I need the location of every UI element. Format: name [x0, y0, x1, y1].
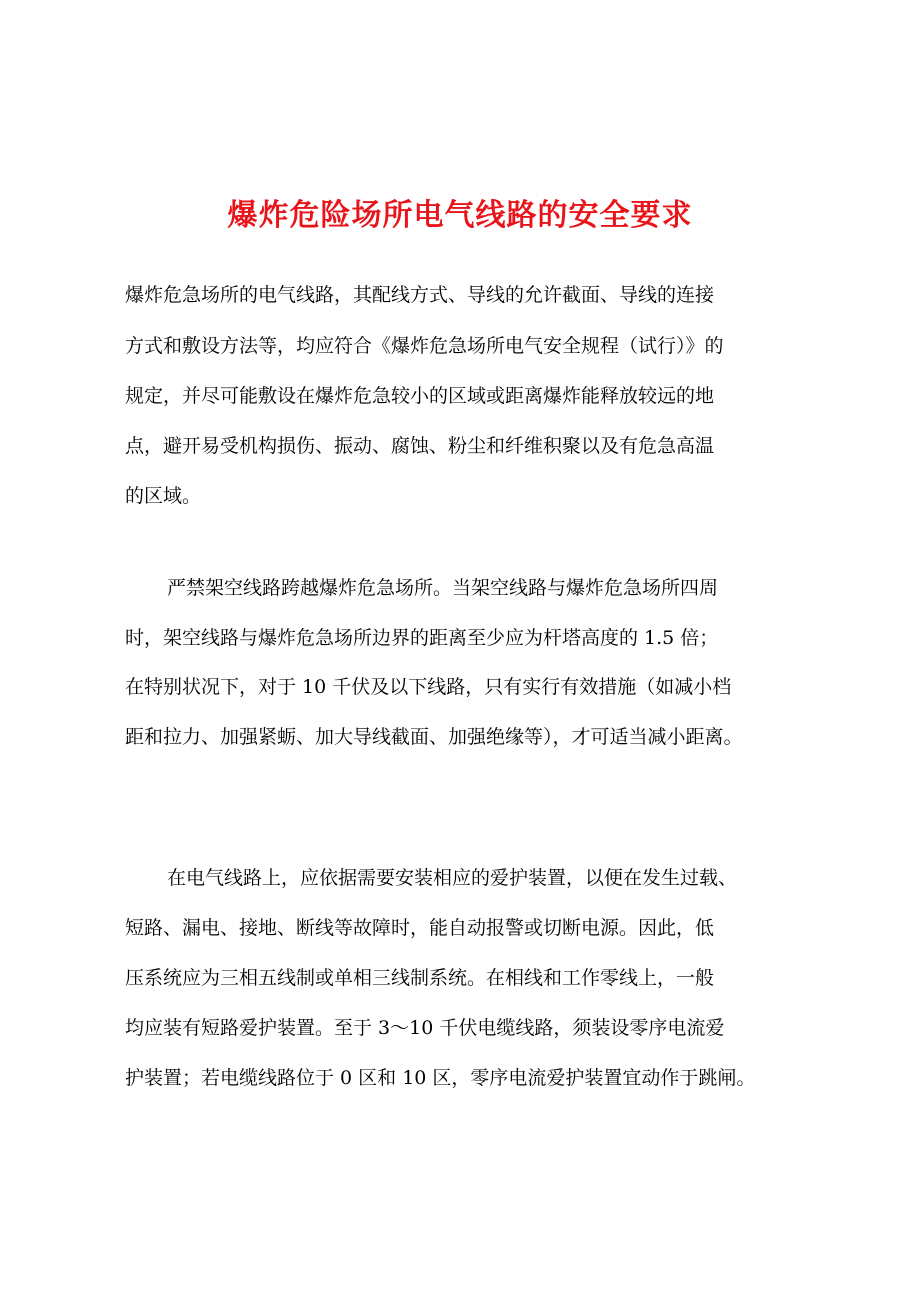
- paragraph-line: 规定，并尽可能敷设在爆炸危急较小的区域或距离爆炸能释放较远的地: [125, 385, 715, 407]
- paragraph-line: 的区域。: [125, 485, 202, 507]
- paragraph-line: 护装置；若电缆线路位于 0 区和 10 区，零序电流爱护装置宜动作于跳闸。: [125, 1067, 756, 1089]
- paragraph-line: 短路、漏电、接地、断线等故障时，能自动报警或切断电源。因此，低: [125, 917, 715, 939]
- paragraph-line: 时，架空线路与爆炸危急场所边界的距离至少应为杆塔高度的 1.5 倍；: [125, 627, 719, 649]
- paragraph-line: 在电气线路上，应依据需要安装相应的爱护装置，以便在发生过载、: [167, 867, 738, 889]
- paragraph-line: 方式和敷设方法等，均应符合《爆炸危急场所电气安全规程（试行）》的: [125, 335, 724, 357]
- paragraph-line: 点，避开易受机构损伤、振动、腐蚀、粉尘和纤维积聚以及有危急高温: [125, 435, 715, 457]
- paragraph-line: 均应装有短路爱护装置。至于 3～10 千伏电缆线路，须装设零序电流爱: [125, 1017, 725, 1039]
- document-title: 爆炸危险场所电气线路的安全要求: [227, 198, 693, 233]
- paragraph-line: 压系统应为三相五线制或单相三线制系统。在相线和工作零线上，一般: [125, 967, 715, 989]
- paragraph-line: 在特别状况下，对于 10 千伏及以下线路，只有实行有效措施（如减小档: [125, 676, 732, 698]
- paragraph-line: 严禁架空线路跨越爆炸危急场所。当架空线路与爆炸危急场所四周: [167, 577, 719, 599]
- paragraph-line: 爆炸危急场所的电气线路，其配线方式、导线的允许截面、导线的连接: [125, 284, 715, 306]
- paragraph-line: 距和拉力、加强紧蛎、加大导线截面、加强绝缘等），才可适当减小距离。: [125, 726, 743, 748]
